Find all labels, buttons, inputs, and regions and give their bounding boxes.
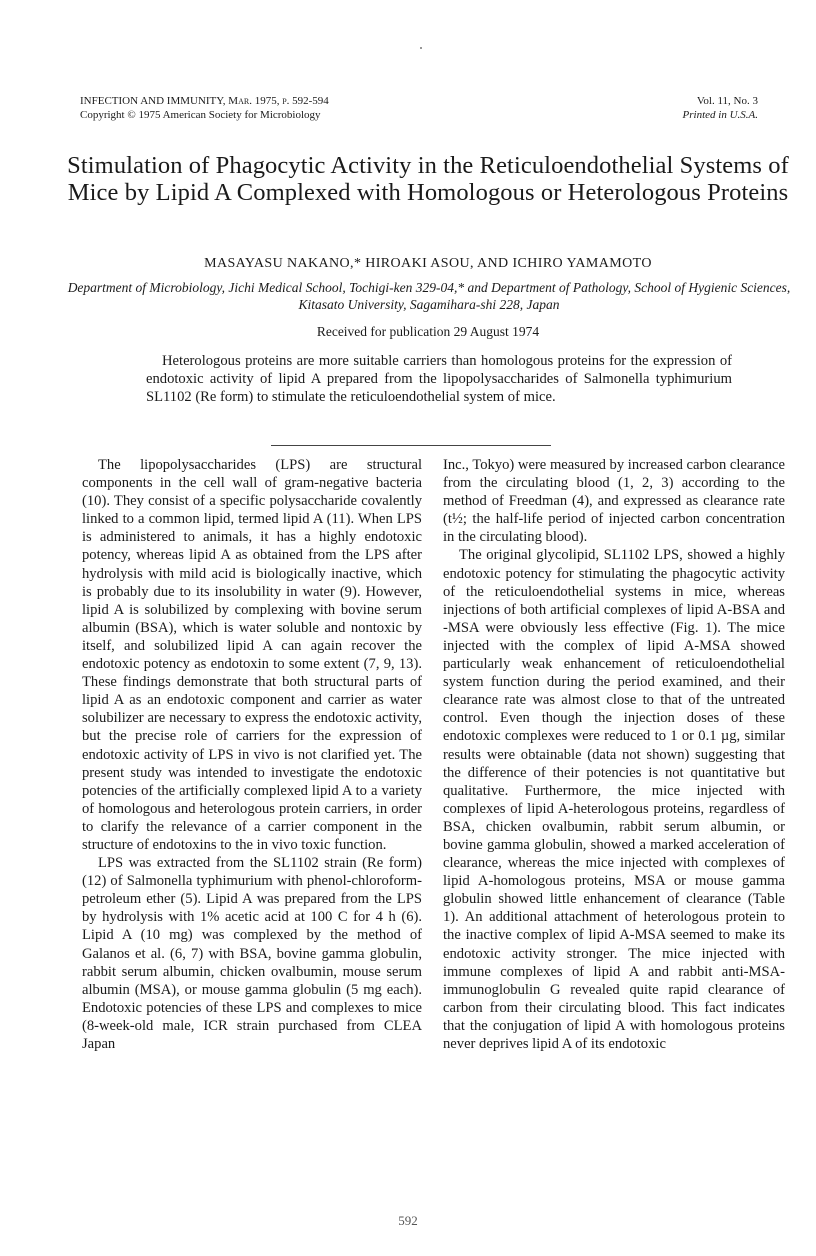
body-paragraph: Inc., Tokyo) were measured by increased carbon clearance from the circulating blood (1, 2, 3) according to the method of Freedman (4), and expressed as clearance rate (t½; the half-life period of injected carbon concentration in the circulating blood).: [443, 457, 785, 546]
author-list: MASAYASU NAKANO,* HIROAKI ASOU, AND ICHIRO YAMAMOTO: [204, 256, 652, 271]
affiliation: Department of Microbiology, Jichi Medical School, Tochigi-ken 329-04,* and Department of Pathology, School of Hygienic Sciences, Kitasato University, Sagamihara-shi 228, Japan: [67, 280, 791, 312]
body-paragraph: The lipopolysaccharides (LPS) are structural components in the cell wall of gram-negative bacteria (10). They consist of a specific polysaccharide covalently linked to a common lipid, termed lipid A (11). When LPS is administered to animals, it has a highly endotoxic potency, whereas lipid A as obtained from the LPS after hydrolysis with mild acid is biologically inactive, which is probably due to its insolubility in water (9). However, lipid A is solubilized by complexing with bovine serum albumin (BSA), which is water soluble and nontoxic by itself, and solubilized lipid A can again recover the endotoxic potency as endotoxin to some extent (7, 9, 13). These findings demonstrate that both structural parts of lipid A as an endotoxic component and carrier as water solubilizer are necessary to express the endotoxic activity, but the precise role of carriers for the expression of endotoxic activity of LPS in vivo is not clarified yet. The present study was intended to investigate the endotoxic potencies of the artificially complexed lipid A to a variety of homologous and heterologous protein carriers, in order to clarify the relevance of a carrier component in the structure of endotoxins to the in vivo toxic function.: [82, 457, 422, 853]
section-divider: [271, 445, 551, 446]
copyright-line: Copyright © 1975 American Society for Microbiology: [80, 109, 321, 121]
page-number: 592: [398, 1213, 418, 1228]
volume-line: Vol. 11, No. 3: [696, 95, 758, 107]
journal-header: [80, 94, 329, 122]
volume-header: [683, 94, 758, 122]
abstract: Heterologous proteins are more suitable carriers than homologous proteins for the expression of endotoxic activity of lipid A prepared from the lipopolysaccharides of Salmonella typhimurium SL1102 (Re form) to stimulate the reticuloendothelial system of mice.: [146, 353, 732, 405]
journal-line: INFECTION AND IMMUNITY, Mar. 1975, p. 592-594: [80, 95, 329, 107]
body-paragraph: LPS was extracted from the SL1102 strain (Re form) (12) of Salmonella typhimurium with phenol-chloroform-petroleum ether (5). Lipid A was prepared from the LPS by hydrolysis with 1% acetic acid at 100 C for 4 h (6). Lipid A (10 mg) was complexed by the method of Galanos et al. (6, 7) with BSA, bovine gamma globulin, rabbit serum albumin, chicken ovalbumin, mouse serum albumin (MSA), or mouse gamma globulin (5 mg each). Endotoxic potencies of these LPS and complexes to mice (8-week-old male, ICR strain purchased from CLEA Japan: [82, 855, 422, 1052]
left-column: [82, 456, 422, 1053]
speck-mark: [420, 47, 422, 49]
printed-line: Printed in U.S.A.: [682, 109, 758, 121]
right-column: [443, 456, 785, 1053]
body-paragraph: The original glycolipid, SL1102 LPS, showed a highly endotoxic potency for stimulating the phagocytic activity of the reticuloendothelial systems in mice, whereas injections of both artificial complexes of lipid A-BSA and -MSA were obviously less effective (Fig. 1). The mice injected with the complex of lipid A-MSA showed particularly weak enhancement of reticuloendothelial system function during the period examined, and their clearance rate was almost close to that of the untreated control. Even though the injection doses of these endotoxic complexes were reduced to 1 or 0.1 µg, similar results were obtainable (data not shown) suggesting that the difference of their potencies is not quantitative but qualitative. Furthermore, the mice injected with complexes of lipid A-heterologous proteins, regardless of BSA, chicken ovalbumin, rabbit serum albumin, or bovine gamma globulin, showed a marked acceleration of clearance, whereas the mice injected with complexes of lipid A-homologous proteins, MSA or mouse gamma globulin showed little enhancement of clearance (Table 1). An additional attachment of heterologous protein to the inactive complex of lipid A-MSA seemed to make its endotoxic activity stronger. The mice injected with immune complexes of lipid A and rabbit anti-MSA-immunoglobulin G revealed quite rapid clearance of carbon from their circulating blood. This fact indicates that the conjugation of lipid A with homologous proteins never deprives lipid A of its endotoxic: [443, 547, 785, 1052]
received-date: Received for publication 29 August 1974: [316, 324, 540, 339]
article-title: Stimulation of Phagocytic Activity in the Reticuloendothelial Systems of Mice by Lipid A Complexed with Homologous or Heterologous Proteins: [67, 152, 789, 206]
